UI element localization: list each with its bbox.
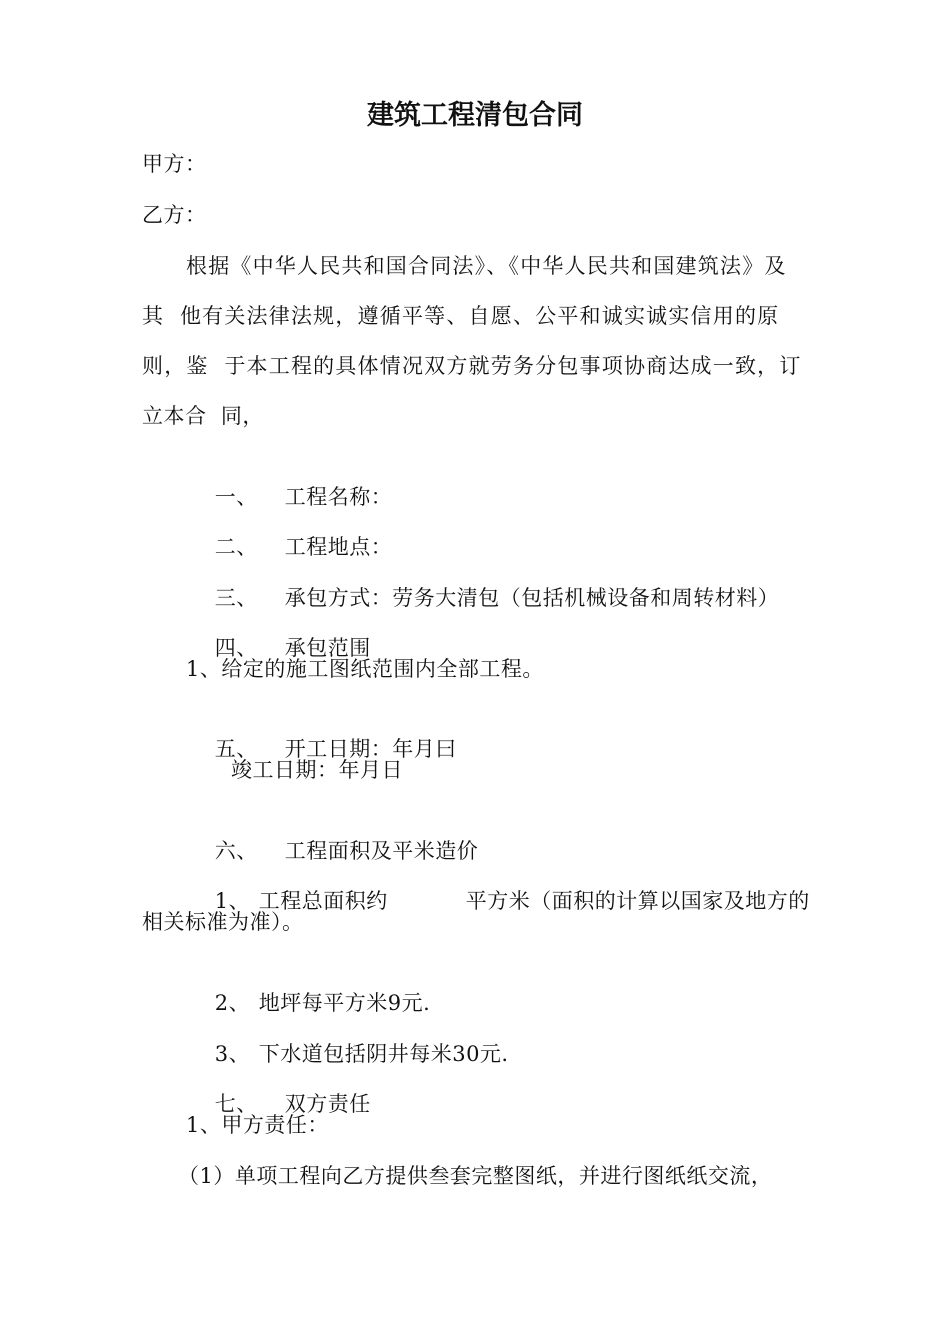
section-6-item-1-continued: 相关标准为准）。: [142, 910, 304, 934]
section-number: 五、: [214, 737, 258, 761]
party-b-line: 乙方：: [142, 203, 207, 227]
section-text: 工程名称：: [284, 485, 393, 509]
preamble-line-4: 立本合 同，: [142, 404, 264, 428]
item-number: 1、: [214, 889, 251, 913]
section-number: 三、: [214, 586, 258, 610]
item-text: 地坪每平方米9元.: [258, 991, 431, 1015]
section-text: 承包范围: [284, 636, 371, 660]
item-text: 工程总面积约: [258, 889, 388, 913]
section-number: 二、: [214, 535, 258, 559]
section-number: 一、: [214, 485, 258, 509]
section-4-item-1: 1、给定的施工图纸范围内全部工程。: [186, 657, 544, 681]
section-5-completion-date: 竣工日期：年月日: [231, 758, 403, 782]
section-text: 工程面积及平米造价: [284, 839, 479, 863]
section-text: 开工日期：年月曰: [284, 737, 457, 761]
item-text-continued: 平方米（面积的计算以国家及地方的: [465, 889, 810, 913]
preamble-line-1: 根据《中华人民共和国合同法》、《中华人民共和国建筑法》及: [186, 254, 787, 278]
item-text: 下水道包括阴井每米30元.: [258, 1042, 509, 1066]
document-title: 建筑工程清包合同: [367, 100, 583, 131]
section-text: 承包方式：劳务大清包（包括机械设备和周转材料）: [284, 586, 780, 610]
preamble-line-2: 其 他有关法律法规，遵循平等、自愿、公平和诚实诚实信用的原: [142, 304, 780, 328]
section-7-item-1-sub-1: （1）单项工程向乙方提供叁套完整图纸，并进行图纸纸交流，: [178, 1164, 773, 1188]
preamble-line-3: 则，鉴 于本工程的具体情况双方就劳务分包事项协商达成一致，订: [142, 354, 802, 378]
section-number: 四、: [214, 636, 258, 660]
item-number: 3、: [214, 1042, 251, 1066]
section-7-item-1: 1、甲方责任：: [186, 1113, 329, 1137]
section-text: 双方责任: [284, 1092, 371, 1116]
section-number: 六、: [214, 839, 258, 863]
item-number: 2、: [214, 991, 251, 1015]
party-a-line: 甲方：: [142, 152, 207, 176]
section-text: 工程地点：: [284, 535, 393, 559]
section-number: 七、: [214, 1092, 258, 1116]
